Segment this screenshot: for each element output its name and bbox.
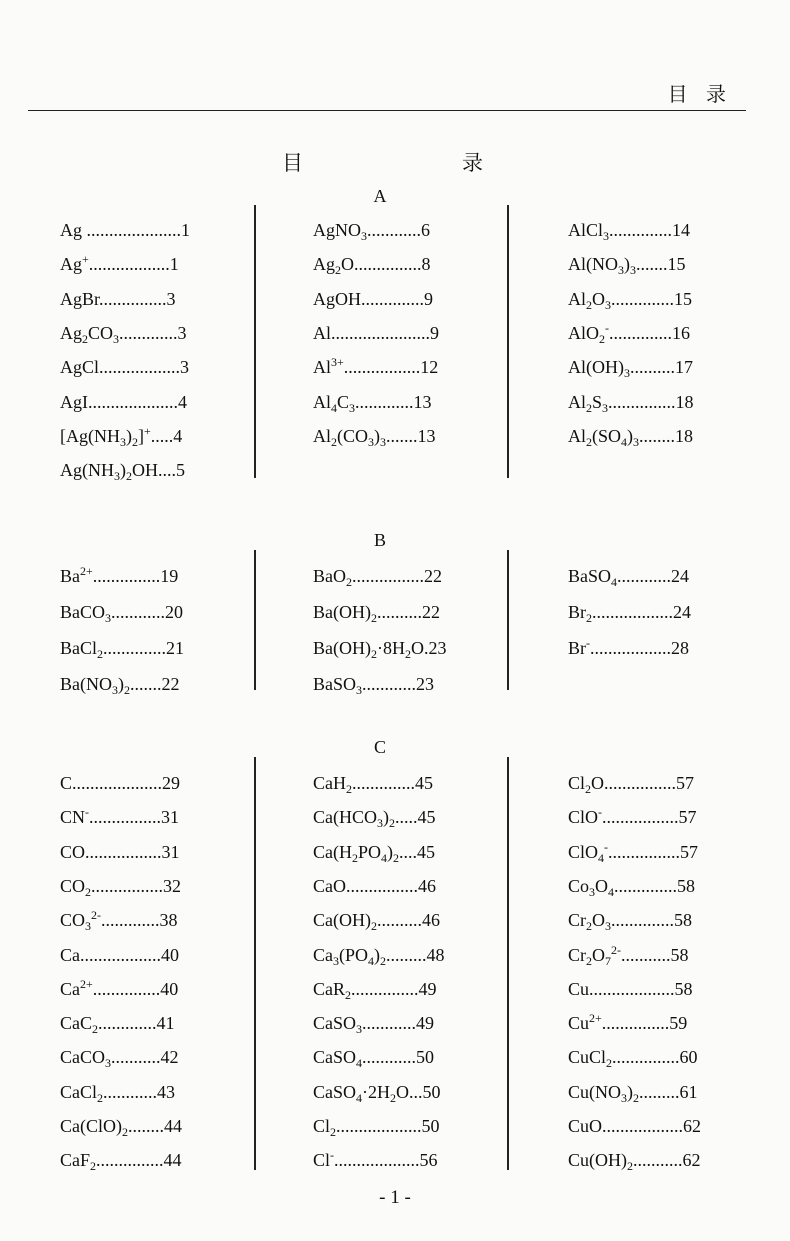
toc-page-ref: 50	[416, 1047, 435, 1067]
toc-page-ref: 6	[421, 220, 430, 240]
toc-entry[interactable]: Ag .....................1	[60, 220, 190, 240]
toc-page-ref: 32	[163, 876, 182, 896]
toc-entry[interactable]: $Al_2(CO_3)_3.......13$	[313, 426, 436, 449]
toc-entry[interactable]: Ag+..................1	[60, 252, 179, 274]
toc-page-ref: 22	[161, 674, 180, 694]
column-divider	[254, 757, 256, 1170]
toc-page-ref: 29	[162, 773, 181, 793]
toc-entry[interactable]: CaC$_2$.............41	[60, 1013, 175, 1036]
toc-page-ref: 13	[417, 426, 436, 446]
toc-page-ref: 62	[682, 1150, 701, 1170]
toc-page-ref: 4	[178, 392, 187, 412]
toc-entry[interactable]: CaSO$_4$............50	[313, 1047, 435, 1070]
toc-entry[interactable]: ClO-.................57	[568, 805, 697, 827]
toc-page-ref: 46	[421, 910, 440, 930]
toc-entry[interactable]: $Ag_2CO_3.............3$	[60, 323, 187, 346]
toc-entry[interactable]: BaSO$_3$............23	[313, 674, 435, 697]
toc-entry[interactable]: $CO_2................32$	[60, 876, 182, 899]
toc-entry[interactable]: $Ba^{2+}...............19$	[60, 564, 179, 586]
toc-page-ref: 60	[679, 1047, 698, 1067]
toc-page-ref: 59	[669, 1013, 688, 1033]
toc-page-ref: 45	[417, 842, 436, 862]
running-header-title: 目 录	[667, 82, 732, 106]
toc-entry[interactable]: $Ba(NO_3)_2.......22$	[60, 674, 180, 697]
toc-entry[interactable]: $Al(NO_3)_3.......15$	[568, 254, 686, 277]
toc-entry[interactable]: $Ag_2O...............8$	[313, 254, 431, 277]
toc-entry[interactable]: $CO_3^{2-}.............38$	[60, 908, 178, 933]
toc-entry[interactable]: $Ca(H_2PO_4)_2....45$	[313, 842, 436, 865]
toc-entry[interactable]: $Ca(ClO)_2........44$	[60, 1116, 182, 1139]
toc-page-ref: 31	[161, 842, 180, 862]
toc-entry[interactable]: CaR$_2$...............49	[313, 979, 437, 1002]
toc-page-ref: 22	[421, 602, 440, 622]
toc-page-ref: 23	[416, 674, 435, 694]
toc-entry[interactable]: $Al_4C_3.............13$	[313, 392, 432, 415]
toc-entry[interactable]: AlCl$_3$..............14	[568, 220, 691, 243]
toc-entry[interactable]: AlO$_2$-..............16	[568, 321, 690, 346]
toc-entry[interactable]: Br-..................28	[568, 636, 689, 658]
toc-page-ref: 44	[163, 1150, 182, 1170]
toc-page-ref: 58	[674, 910, 692, 930]
toc-page-ref: 45	[415, 773, 433, 793]
section-letter-b: B	[373, 530, 386, 550]
toc-page-ref: 20	[165, 602, 183, 622]
toc-entry[interactable]: $Ag(NH_3)_2OH....5$	[60, 460, 185, 483]
column-divider	[507, 757, 509, 1170]
toc-page-ref: 23	[428, 638, 447, 658]
toc-entry[interactable]: AgNO$_3$............6	[313, 220, 430, 243]
toc-entry[interactable]: $Al^{3+}.................12$	[313, 355, 439, 377]
toc-entry[interactable]: Al......................9	[313, 323, 439, 343]
toc-page-ref: 12	[420, 357, 439, 377]
toc-entry[interactable]: $CaSO_4\cdot 2H_2O...50$	[313, 1082, 441, 1105]
toc-entry[interactable]: C....................29	[60, 773, 181, 793]
toc-page-ref: 57	[676, 773, 695, 793]
toc-entry[interactable]: $Ca(HCO_3)_2.....45$	[313, 807, 436, 830]
toc-page-ref: 44	[164, 1116, 182, 1136]
toc-entry[interactable]: $Co_3O_4..............58$	[568, 876, 696, 899]
toc-entry[interactable]: $Cl_2O................57$	[568, 773, 695, 796]
toc-page-ref: 15	[674, 289, 692, 309]
toc-entry[interactable]: $Al_2S_3...............18$	[568, 392, 694, 415]
toc-page-ref: 3	[180, 357, 190, 377]
toc-page-ref: 18	[675, 392, 694, 412]
toc-page-ref: 22	[424, 566, 442, 586]
toc-page-ref: 14	[672, 220, 691, 240]
toc-entry[interactable]: $Ba(OH)_2..........22$	[313, 602, 440, 625]
toc-entry[interactable]: $Cr_2O_3..............58$	[568, 910, 692, 933]
toc-page-ref: 31	[161, 807, 180, 827]
column-divider	[507, 205, 509, 478]
toc-entry[interactable]: CO.................31	[60, 842, 180, 862]
toc-page-ref: 58	[670, 945, 689, 965]
toc-entry[interactable]: CaCl$_2$............43	[60, 1082, 176, 1105]
toc-entry[interactable]: CaF$_2$...............44	[60, 1150, 182, 1173]
section-letter-c: C	[373, 737, 386, 757]
toc-entry[interactable]: AgCl..................3	[60, 357, 190, 377]
toc-entry[interactable]: $Cu^{2+}...............59$	[568, 1011, 688, 1033]
toc-entry[interactable]: CaCO$_3$...........42	[60, 1047, 179, 1070]
toc-entry[interactable]: BaSO$_4$............24	[568, 566, 690, 589]
toc-page-ref: 24	[671, 566, 690, 586]
toc-entry[interactable]: $Ca_3(PO_4)_2.........48$	[313, 945, 445, 968]
toc-page-ref: 41	[156, 1013, 175, 1033]
page-title-char-1: 目	[282, 151, 303, 175]
toc-page-ref: 49	[418, 979, 437, 999]
toc-entry[interactable]: Cu...................58	[568, 979, 693, 999]
toc-entry[interactable]: Ca..................40	[60, 945, 179, 965]
toc-page-ref: 49	[416, 1013, 435, 1033]
toc-page-ref: 38	[159, 910, 178, 930]
toc-page-ref: 9	[424, 289, 433, 309]
toc-page-ref: 1	[181, 220, 190, 240]
toc-entry[interactable]: Cl-...................56	[313, 1148, 438, 1170]
toc-entry[interactable]: $Al_2(SO_4)_3........18$	[568, 426, 694, 449]
toc-page-ref: 42	[160, 1047, 179, 1067]
toc-page-ref: 8	[421, 254, 431, 274]
toc-page-ref: 24	[673, 602, 691, 622]
toc-page-ref: 50	[422, 1082, 441, 1102]
page-title-char-2: 录	[462, 151, 483, 175]
toc-entry[interactable]: BaO$_2$................22	[313, 566, 442, 589]
toc-entry[interactable]: AgOH..............9	[313, 289, 433, 309]
toc-page-ref: 48	[426, 945, 445, 965]
toc-entry[interactable]: BaCO$_3$............20	[60, 602, 183, 625]
toc-entry[interactable]: BaCl$_2$..............21	[60, 638, 185, 661]
toc-entry[interactable]: $Cu(NO_3)_2.........61$	[568, 1082, 698, 1105]
toc-page-ref: 57	[678, 807, 697, 827]
toc-page-ref: 4	[173, 426, 183, 446]
toc-entry[interactable]: $Al(OH)_3..........17$	[568, 357, 693, 380]
toc-page-ref: 28	[671, 638, 689, 658]
toc-page-ref: 58	[674, 979, 693, 999]
toc-page-ref: 13	[413, 392, 432, 412]
toc-page-ref: 50	[421, 1116, 440, 1136]
header-rule	[28, 110, 746, 111]
toc-entry[interactable]: $Cr_2O_7^{2-}...........58$	[568, 943, 689, 968]
toc-page-ref: 57	[680, 842, 699, 862]
toc-page-ref: 21	[166, 638, 185, 658]
toc-entry[interactable]: CuCl$_2$...............60	[568, 1047, 698, 1070]
toc-page-ref: 61	[679, 1082, 698, 1102]
toc-entry[interactable]: AgBr...............3	[60, 289, 176, 309]
toc-entry[interactable]: CaSO$_3$............49	[313, 1013, 435, 1036]
toc-entry[interactable]: $Ca(OH)_2..........46$	[313, 910, 440, 933]
toc-page-ref: 16	[672, 323, 690, 343]
column-divider	[254, 205, 256, 478]
toc-entry[interactable]: $Ba(OH)_2\cdot 8H_2O.23$	[313, 638, 447, 661]
toc-page-ref: 18	[675, 426, 694, 446]
page-title	[282, 147, 482, 173]
toc-page-ref: 3	[177, 323, 187, 343]
toc-page-ref: 15	[667, 254, 686, 274]
toc-entry[interactable]: CN-................31	[60, 805, 180, 827]
toc-page-ref: 17	[675, 357, 693, 377]
toc-page-ref: 62	[683, 1116, 702, 1136]
toc-entry[interactable]: $Cl_2...................50$	[313, 1116, 440, 1139]
toc-page-ref: 45	[417, 807, 436, 827]
toc-page-ref: 19	[160, 566, 179, 586]
toc-page-ref: 56	[419, 1150, 438, 1170]
toc-entry[interactable]: $Al_2O_3..............15$	[568, 289, 692, 312]
toc-page-ref: 58	[677, 876, 696, 896]
toc-page-ref: 40	[160, 979, 179, 999]
toc-entry[interactable]: AgI....................4	[60, 392, 187, 412]
toc-page-ref: 3	[166, 289, 176, 309]
toc-entry[interactable]: CaO................46	[313, 876, 436, 896]
toc-page-ref: 9	[430, 323, 439, 343]
toc-entry[interactable]: $Ca^{2+}...............40$	[60, 977, 179, 999]
toc-page-ref: 5	[176, 460, 185, 480]
toc-page-ref: 1	[169, 254, 179, 274]
toc-entry[interactable]: $Cu(OH)_2...........62$	[568, 1150, 701, 1173]
toc-entry[interactable]: CuO..................62	[568, 1116, 702, 1136]
toc-page-ref: 40	[161, 945, 179, 965]
column-divider	[507, 550, 509, 690]
toc-entry[interactable]: $Br_2..................24$	[568, 602, 691, 625]
toc-entry[interactable]: $[Ag(NH_3)_2]^+.....4$	[60, 424, 183, 449]
column-divider	[254, 550, 256, 690]
page-number: - 1 -	[379, 1187, 411, 1208]
section-letter-a: A	[373, 186, 387, 206]
toc-page-ref: 43	[157, 1082, 176, 1102]
toc-entry[interactable]: CaH$_2$..............45	[313, 773, 433, 796]
toc-page-ref: 46	[418, 876, 436, 896]
toc-entry[interactable]: ClO$_4$-................57	[568, 840, 699, 865]
